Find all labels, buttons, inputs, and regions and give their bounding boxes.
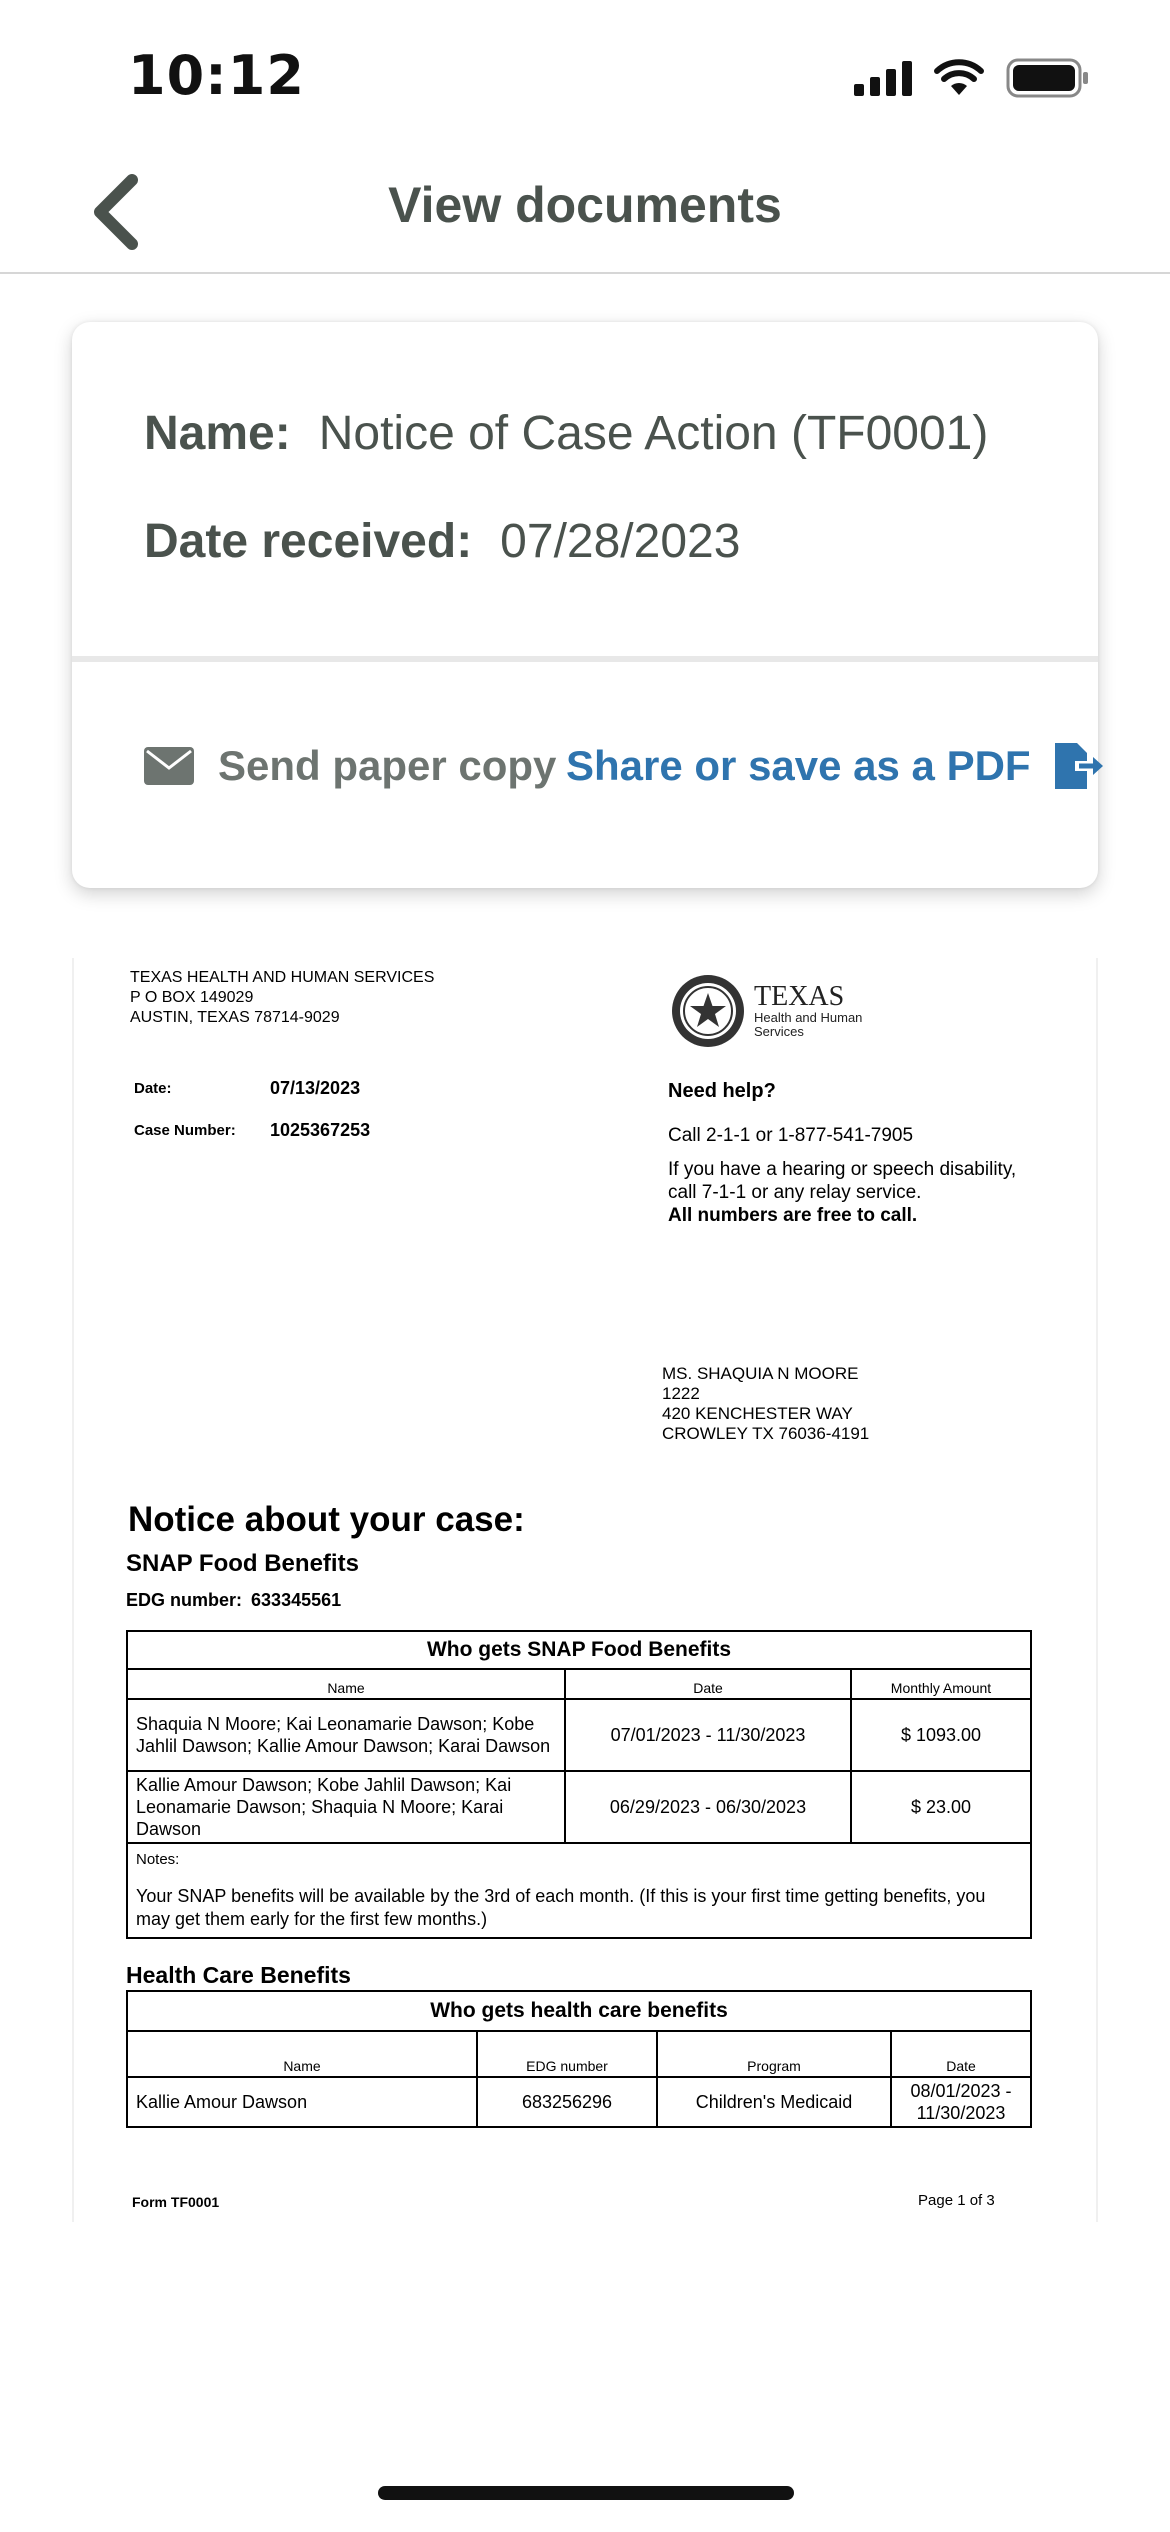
card-divider xyxy=(72,656,1098,662)
help-title: Need help? xyxy=(668,1080,776,1102)
sender-line-1: TEXAS HEALTH AND HUMAN SERVICES xyxy=(130,969,435,986)
snap-row-1-date: 07/01/2023 - 11/30/2023 xyxy=(565,1699,851,1771)
table-row xyxy=(127,1771,1031,1843)
snap-row-1-name: Shaquia N Moore; Kai Leonamarie Dawson; Kobe Jahlil Dawson; Kallie Amour Dawson; Karai Dawson xyxy=(127,1699,565,1771)
snap-header-date: Date xyxy=(565,1669,851,1699)
logo-line-3: Services xyxy=(754,1024,804,1039)
health-row-1-program: Children's Medicaid xyxy=(657,2077,891,2127)
health-row-1-name: Kallie Amour Dawson xyxy=(127,2077,477,2127)
file-export-icon xyxy=(1055,743,1107,789)
status-icons xyxy=(854,56,1090,100)
snap-header-name: Name xyxy=(127,1669,565,1699)
home-indicator[interactable] xyxy=(378,2486,794,2500)
date-received-label: Date received: xyxy=(144,515,473,568)
snap-table-caption: Who gets SNAP Food Benefits xyxy=(127,1631,1031,1669)
case-number-value: 1025367253 xyxy=(270,1120,371,1140)
cellular-signal-icon xyxy=(854,60,912,96)
send-paper-copy-button[interactable] xyxy=(144,742,556,790)
snap-notes-cell xyxy=(127,1843,1031,1938)
health-header-edg: EDG number xyxy=(477,2031,657,2077)
sender-line-2: P O BOX 149029 xyxy=(130,989,254,1006)
health-benefits-table xyxy=(126,1990,1032,2128)
recipient-line-4: CROWLEY TX 76036-4191 xyxy=(662,1424,870,1443)
notice-date-label: Date: xyxy=(134,1080,172,1097)
document-preview xyxy=(72,958,1098,2222)
recipient-line-1: MS. SHAQUIA N MOORE xyxy=(662,1364,859,1383)
health-row-1-date: 08/01/2023 - 11/30/2023 xyxy=(891,2077,1031,2127)
edg-number-label: EDG number: xyxy=(126,1590,243,1610)
date-received-row xyxy=(144,514,740,569)
health-header-program: Program xyxy=(657,2031,891,2077)
help-call: Call 2-1-1 or 1-877-541-7905 xyxy=(668,1125,914,1146)
nav-header xyxy=(0,140,1170,274)
page-title: View documents xyxy=(388,177,782,233)
health-header-date: Date xyxy=(891,2031,1031,2077)
document-name-row xyxy=(144,406,988,461)
notice-title: Notice about your case: xyxy=(128,1500,525,1539)
table-row xyxy=(127,1699,1031,1771)
snap-benefits-table xyxy=(126,1630,1032,1939)
snap-row-2-date: 06/29/2023 - 06/30/2023 xyxy=(565,1771,851,1843)
page-label: Page 1 of 3 xyxy=(918,2192,995,2209)
texas-seal-icon xyxy=(670,973,746,1049)
snap-notes-text: Your SNAP benefits will be available by the 3rd of each month. (If this is your first time getting benefits, you may get them early for the first few months.) xyxy=(136,1886,986,1929)
table-row xyxy=(127,2077,1031,2127)
logo-line-2: Health and Human xyxy=(754,1010,863,1025)
health-heading: Health Care Benefits xyxy=(126,1962,351,1988)
send-paper-copy-label: Send paper copy xyxy=(218,742,557,789)
edg-number-value: 633345561 xyxy=(251,1590,342,1610)
snap-row-2-name: Kallie Amour Dawson; Kobe Jahlil Dawson; Kai Leonamarie Dawson; Shaquia N Moore; Karai Dawson xyxy=(127,1771,565,1843)
case-number-label: Case Number: xyxy=(134,1122,236,1139)
help-free-note: All numbers are free to call. xyxy=(668,1205,918,1226)
share-pdf-label: Share or save as a PDF xyxy=(566,742,1031,789)
snap-row-2-amount: $ 23.00 xyxy=(851,1771,1031,1843)
health-header-name: Name xyxy=(127,2031,477,2077)
logo-line-1: TEXAS xyxy=(754,981,845,1012)
snap-header-amount: Monthly Amount xyxy=(851,1669,1031,1699)
date-received-value: 07/28/2023 xyxy=(500,515,741,568)
document-name-value: Notice of Case Action (TF0001) xyxy=(318,407,989,460)
notice-date-value: 07/13/2023 xyxy=(270,1078,361,1098)
status-time: 10:12 xyxy=(128,44,305,107)
logo-text xyxy=(754,983,862,1039)
form-label: Form TF0001 xyxy=(132,2194,220,2210)
recipient-line-2: 1222 xyxy=(662,1384,700,1403)
health-row-1-edg: 683256296 xyxy=(477,2077,657,2127)
wifi-icon xyxy=(934,59,984,97)
help-hearing-line-1: If you have a hearing or speech disability, xyxy=(668,1159,1017,1180)
snap-notes-label: Notes: xyxy=(136,1851,180,1868)
snap-heading: SNAP Food Benefits xyxy=(126,1550,359,1577)
share-pdf-button[interactable] xyxy=(566,742,1107,790)
battery-icon xyxy=(1006,58,1090,98)
snap-row-1-amount: $ 1093.00 xyxy=(851,1699,1031,1771)
edg-number-row xyxy=(126,1590,341,1611)
sender-line-3: AUSTIN, TEXAS 78714-9029 xyxy=(130,1009,340,1026)
document-name-label: Name: xyxy=(144,407,291,460)
help-hearing-line-2: call 7-1-1 or any relay service. xyxy=(668,1182,922,1203)
document-info-card xyxy=(72,322,1098,888)
recipient-line-3: 420 KENCHESTER WAY xyxy=(662,1404,853,1423)
envelope-icon xyxy=(144,747,194,785)
hhs-logo xyxy=(670,972,870,1050)
health-table-caption: Who gets health care benefits xyxy=(127,1991,1031,2031)
